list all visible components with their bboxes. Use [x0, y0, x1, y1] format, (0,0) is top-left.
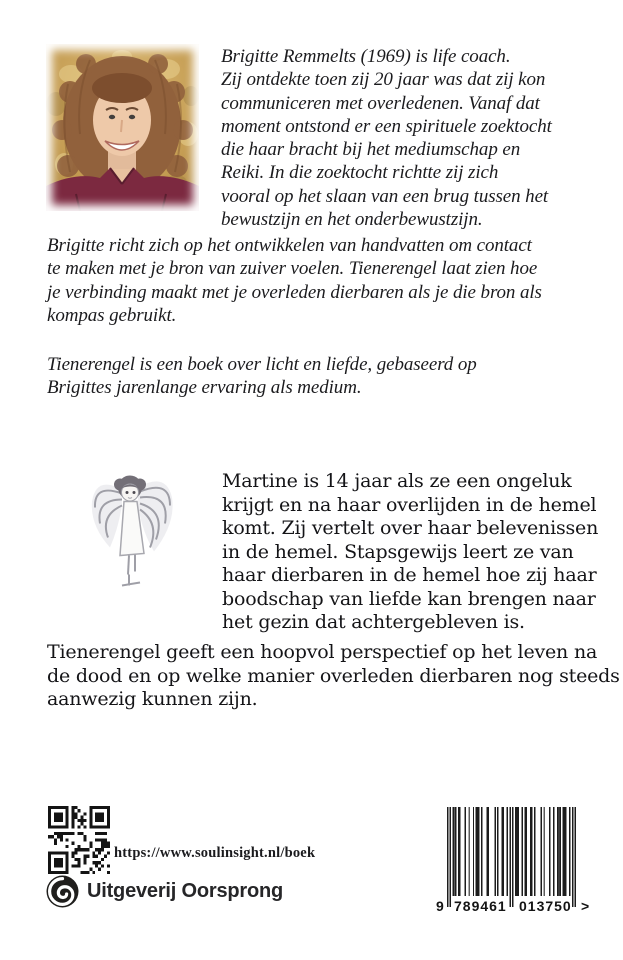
- text-line: Brigittes jarenlange ervaring als medium.: [47, 377, 362, 399]
- text-line: die haar bracht bij het mediumschap en: [221, 139, 521, 161]
- text-line: Reiki. In die zoektocht richtte zij zich: [221, 162, 499, 184]
- text-line: komt. Zij vertelt over haar belevenissen: [222, 517, 599, 539]
- text-line: Brigitte richt zich op het ontwikkelen van handvatten om contact: [47, 235, 532, 256]
- text-line: Brigitte Remmelts (1969) is life coach.: [221, 46, 511, 67]
- text-line: haar dierbaren in de hemel hoe zij haar: [222, 564, 597, 586]
- website-url: https://www.soulinsight.nl/boek: [114, 845, 316, 861]
- text-line: in de hemel. Stapsgewijs leert ze van: [222, 540, 574, 563]
- author-photo-image: [46, 44, 199, 211]
- author-bio-beside-photo: [221, 45, 552, 231]
- spiral-logo-icon: [46, 875, 79, 908]
- barcode-group-2: 013750: [519, 898, 572, 914]
- text-line: krijgt en na haar overlijden in de hemel: [222, 493, 597, 516]
- text-line: bewustzijn en het onderbewustzijn.: [221, 209, 483, 231]
- text-line: Tienerengel geeft een hoopvol perspectief op het leven na: [47, 641, 598, 663]
- text-line: boodschap van liefde kan brengen naar: [222, 587, 596, 610]
- qr-code-image: [48, 806, 110, 874]
- text-line: Zij ontdekte toen zij 20 jaar was dat zij kon: [221, 69, 546, 91]
- text-line: vooral op het slaan van een brug tussen het: [221, 185, 549, 207]
- story-text-full-width: [47, 641, 620, 712]
- author-bio-full-width: [47, 234, 542, 328]
- text-line: Martine is 14 jaar als ze een ongeluk: [222, 470, 572, 492]
- publisher-name: Uitgeverij Oorsprong: [87, 880, 284, 902]
- story-text-beside-sketch: [222, 470, 598, 635]
- author-photo: [46, 44, 199, 211]
- qr-code-icon: [48, 806, 110, 874]
- barcode-group-1: 789461: [454, 898, 507, 914]
- text-line: je verbinding maakt met je overleden dierbaren als je die bron als: [47, 281, 542, 303]
- isbn-barcode: [435, 807, 600, 919]
- text-line: aanwezig kunnen zijn.: [47, 688, 258, 711]
- text-line: kompas gebruikt.: [47, 305, 177, 327]
- barcode-trailer: >: [581, 898, 590, 914]
- book-tagline: [47, 353, 477, 400]
- text-line: Tienerengel is een boek over licht en liefde, gebaseerd op: [47, 354, 477, 375]
- angel-sketch-image: [82, 470, 182, 598]
- publisher-logo: [46, 875, 283, 908]
- text-line: communiceren met overledenen. Vanaf dat: [221, 92, 540, 114]
- isbn-barcode-bars: [447, 807, 576, 907]
- text-line: moment ontstond er een spirituele zoektocht: [221, 115, 552, 137]
- angel-sketch: [82, 470, 182, 598]
- text-line: de dood en op welke manier overleden dierbaren nog steeds: [47, 664, 620, 687]
- text-line: te maken met je bron van zuiver voelen. Tienerengel laat zien hoe: [47, 258, 538, 280]
- text-line: het gezin dat achtergebleven is.: [222, 611, 525, 633]
- barcode-prefix-digit: 9: [436, 898, 445, 914]
